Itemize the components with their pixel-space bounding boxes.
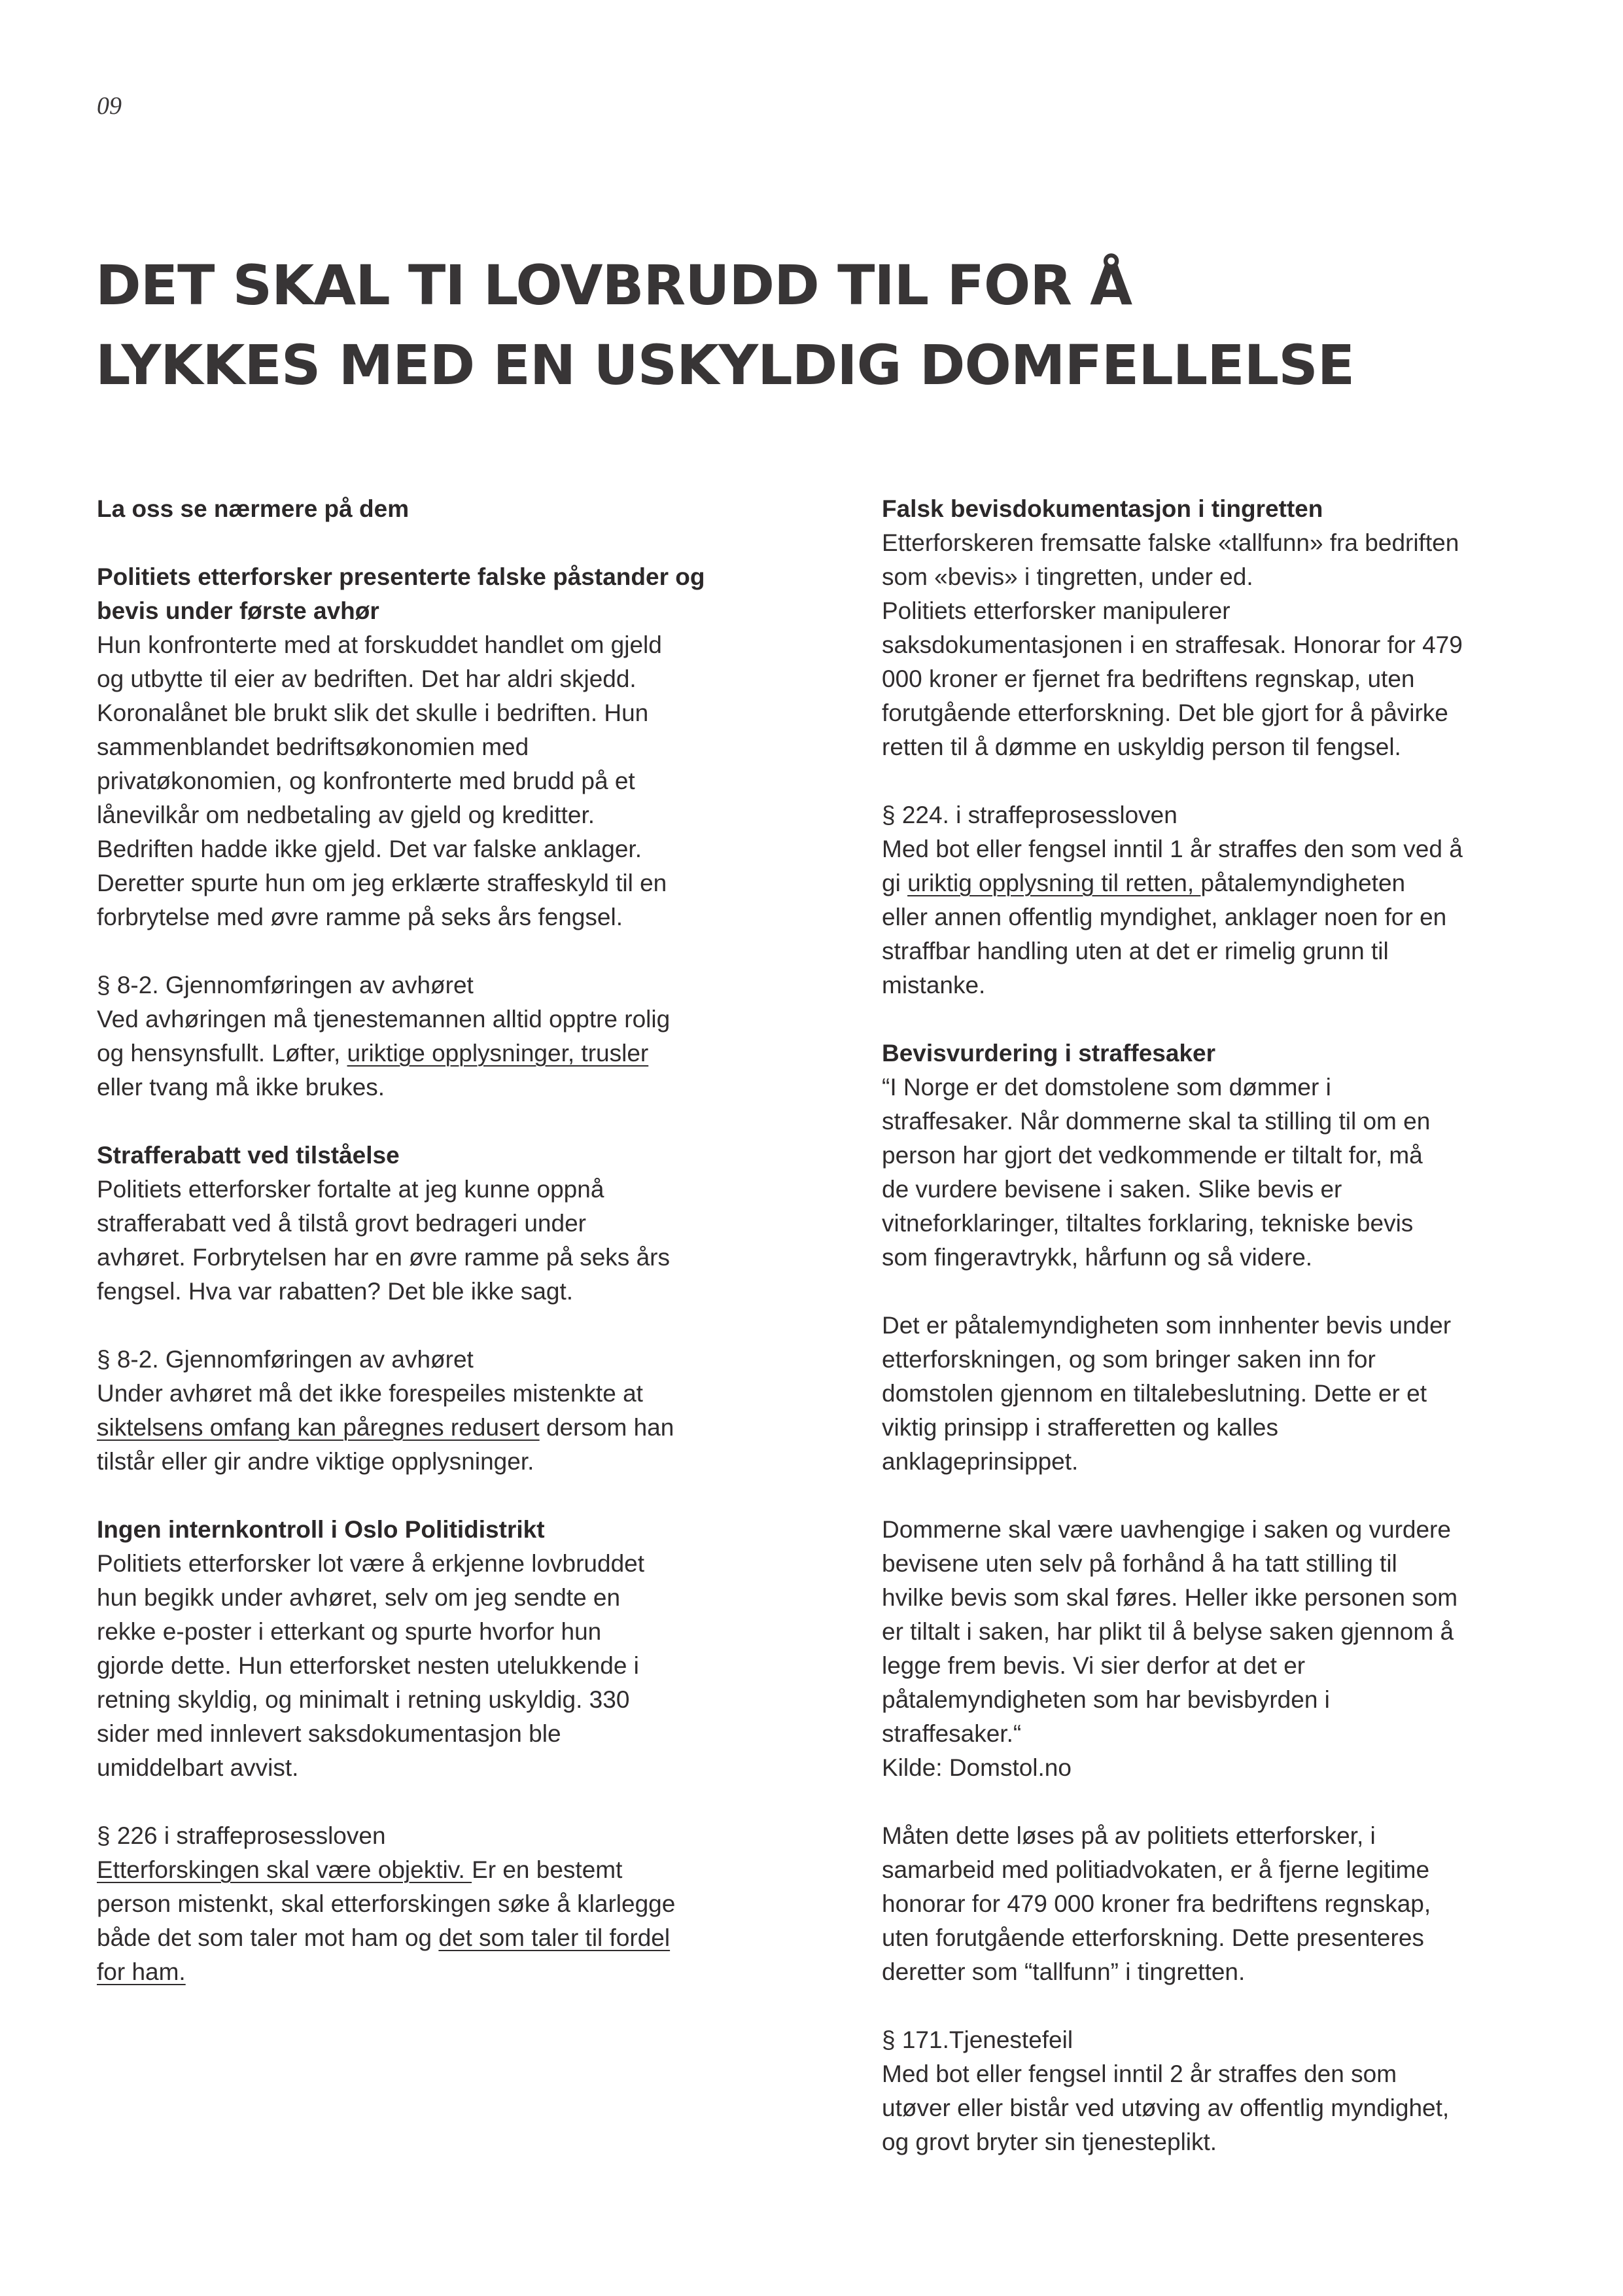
title-line-2: LYKKES MED EN USKYLDIG DOMFELLELSE bbox=[96, 333, 1355, 397]
body-line: Bedriften hadde ikke gjeld. Det var falske anklager. bbox=[97, 836, 642, 862]
body-line: Koronalånet ble brukt slik det skulle i bedriften. Hun bbox=[97, 699, 649, 726]
law-reference: § 8-2. Gjennomføringen av avhøret bbox=[97, 972, 474, 998]
body-line: Etterforskeren fremsatte falske «tallfunn» fra bedriften bbox=[882, 529, 1459, 556]
underlined-text: for ham. bbox=[97, 1958, 186, 1985]
source-citation: Kilde: Domstol.no bbox=[882, 1754, 1072, 1781]
body-line: straffbar handling uten at det er rimelig grunn til bbox=[882, 938, 1389, 964]
body-line: tilstår eller gir andre viktige opplysninger. bbox=[97, 1448, 534, 1475]
body-line: utøver eller bistår ved utøving av offentlig myndighet, bbox=[882, 2094, 1450, 2121]
body-line: saksdokumentasjonen i en straffesak. Honorar for 479 bbox=[882, 631, 1463, 658]
body-line: Med bot eller fengsel inntil 2 år straffes den som bbox=[882, 2060, 1397, 2087]
body-line: Med bot eller fengsel inntil 1 år straffes den som ved å bbox=[882, 836, 1463, 862]
body-line: fengsel. Hva var rabatten? Det ble ikke sagt. bbox=[97, 1278, 574, 1305]
text-run: både det som taler mot ham og bbox=[97, 1924, 439, 1951]
body-line: sider med innlevert saksdokumentasjon ble bbox=[97, 1720, 561, 1747]
text-run: påtalemyndigheten bbox=[1200, 870, 1406, 896]
body-line: avhøret. Forbrytelsen har en øvre ramme på seks års bbox=[97, 1244, 670, 1271]
body-line: etterforskningen, og som bringer saken inn for bbox=[882, 1346, 1376, 1373]
body-line: straffesaker.“ bbox=[882, 1720, 1022, 1747]
body-line bbox=[97, 1921, 790, 1955]
body-line: og grovt bryter sin tjenesteplikt. bbox=[882, 2128, 1217, 2155]
body-line: Dommerne skal være uavhengige i saken og vurdere bbox=[882, 1516, 1451, 1543]
body-line: Ved avhøringen må tjenestemannen alltid opptre rolig bbox=[97, 1006, 671, 1033]
text-run: dersom han bbox=[539, 1414, 674, 1441]
underlined-text: det som taler til fordel bbox=[438, 1924, 671, 1951]
body-line bbox=[882, 866, 1536, 900]
page-title bbox=[96, 245, 1535, 405]
body-line bbox=[97, 1036, 790, 1070]
body-line: privatøkonomien, og konfronterte med brudd på et bbox=[97, 768, 635, 794]
section-internal-control bbox=[97, 1513, 790, 1785]
body-line: retning skyldig, og minimalt i retning uskyldig. 330 bbox=[97, 1686, 630, 1713]
body-line bbox=[97, 1955, 790, 1989]
text-run: Er en bestemt bbox=[472, 1856, 623, 1883]
body-line: forbrytelse med øvre ramme på seks års fengsel. bbox=[97, 904, 623, 930]
body-line: Politiets etterforsker manipulerer bbox=[882, 597, 1230, 624]
title-line-1: DET SKAL TI LOVBRUDD TIL FOR Å bbox=[96, 253, 1132, 317]
page-number: 09 bbox=[97, 92, 122, 120]
body-line: legge frem bevis. Vi sier derfor at det er bbox=[882, 1652, 1306, 1679]
body-line: Måten dette løses på av politiets etterforsker, i bbox=[882, 1822, 1376, 1849]
body-line: 000 kroner er fjernet fra bedriftens regnskap, uten bbox=[882, 665, 1415, 692]
left-column bbox=[97, 492, 790, 2023]
body-line: bevisene uten selv på forhånd å ha tatt stilling til bbox=[882, 1550, 1397, 1577]
body-line: person har gjort det vedkommende er tiltalt for, må bbox=[882, 1142, 1423, 1169]
section-law-171 bbox=[882, 2023, 1536, 2159]
paragraph-judges bbox=[882, 1513, 1536, 1785]
body-line: Det er påtalemyndigheten som innhenter bevis under bbox=[882, 1312, 1452, 1339]
paragraph-prosecution bbox=[882, 1309, 1536, 1479]
section-law-8-2-a bbox=[97, 968, 790, 1104]
law-reference: § 226 i straffeprosessloven bbox=[97, 1822, 386, 1849]
section-law-8-2-b bbox=[97, 1343, 790, 1479]
body-line: strafferabatt ved å tilstå grovt bedrageri under bbox=[97, 1210, 586, 1237]
underlined-text: siktelsens omfang kan påregnes redusert bbox=[97, 1414, 540, 1441]
body-line: straffesaker. Når dommerne skal ta stilling til om en bbox=[882, 1108, 1431, 1135]
body-line: eller tvang må ikke brukes. bbox=[97, 1074, 385, 1101]
intro-section bbox=[97, 492, 790, 526]
section-heading: Bevisvurdering i straffesaker bbox=[882, 1040, 1216, 1067]
law-reference: § 8-2. Gjennomføringen av avhøret bbox=[97, 1346, 474, 1373]
body-line: “I Norge er det domstolene som dømmer i bbox=[882, 1074, 1331, 1101]
body-line: som «bevis» i tingretten, under ed. bbox=[882, 563, 1253, 590]
section-heading: Strafferabatt ved tilståelse bbox=[97, 1142, 400, 1169]
law-reference: § 224. i straffeprosessloven bbox=[882, 802, 1178, 828]
underlined-text: uriktige opplysninger, trusler bbox=[347, 1040, 649, 1067]
intro-heading: La oss se nærmere på dem bbox=[97, 495, 410, 522]
section-heading: Falsk bevisdokumentasjon i tingretten bbox=[882, 495, 1323, 522]
body-line bbox=[97, 1411, 790, 1445]
body-line: mistanke. bbox=[882, 972, 986, 998]
body-line: lånevilkår om nedbetaling av gjeld og kreditter. bbox=[97, 802, 595, 828]
body-line: eller annen offentlig myndighet, anklager noen for en bbox=[882, 904, 1447, 930]
body-line: som fingeravtrykk, hårfunn og så videre. bbox=[882, 1244, 1313, 1271]
body-line: honorar for 479 000 kroner fra bedriftens regnskap, bbox=[882, 1890, 1431, 1917]
body-line: samarbeid med politiadvokaten, er å fjerne legitime bbox=[882, 1856, 1430, 1883]
section-law-224 bbox=[882, 798, 1536, 1002]
body-line: Under avhøret må det ikke forespeiles mistenkte at bbox=[97, 1380, 643, 1407]
body-line: hun begikk under avhøret, selv om jeg sendte en bbox=[97, 1584, 621, 1611]
body-line: umiddelbart avvist. bbox=[97, 1754, 299, 1781]
underlined-text: Etterforskingen skal være objektiv. bbox=[97, 1856, 472, 1883]
body-line: sammenblandet bedriftsøkonomien med bbox=[97, 733, 529, 760]
section-heading: Ingen internkontroll i Oslo Politidistrikt bbox=[97, 1516, 545, 1543]
body-line: påtalemyndigheten som har bevisbyrden i bbox=[882, 1686, 1330, 1713]
body-line: person mistenkt, skal etterforskingen søke å klarlegge bbox=[97, 1890, 676, 1917]
body-line: retten til å dømme en uskyldig person til fengsel. bbox=[882, 733, 1401, 760]
section-heading: Politiets etterforsker presenterte falske påstander og bbox=[97, 563, 705, 590]
body-line: uten forutgående etterforskning. Dette presenteres bbox=[882, 1924, 1424, 1951]
section-evidence-assessment bbox=[882, 1036, 1536, 1275]
body-line: viktig prinsipp i strafferetten og kalles bbox=[882, 1414, 1279, 1441]
section-sentence-discount bbox=[97, 1139, 790, 1309]
section-false-claims bbox=[97, 560, 790, 934]
body-line: Deretter spurte hun om jeg erklærte straffeskyld til en bbox=[97, 870, 667, 896]
section-false-evidence bbox=[882, 492, 1536, 764]
body-line: hvilke bevis som skal føres. Heller ikke personen som bbox=[882, 1584, 1458, 1611]
body-line: anklageprinsippet. bbox=[882, 1448, 1079, 1475]
body-line: er tiltalt i saken, har plikt til å belyse saken gjennom å bbox=[882, 1618, 1454, 1645]
body-line: gjorde dette. Hun etterforsket nesten utelukkende i bbox=[97, 1652, 639, 1679]
text-run: gi bbox=[882, 870, 908, 896]
right-column bbox=[882, 492, 1536, 2193]
body-line: rekke e-poster i etterkant og spurte hvorfor hun bbox=[97, 1618, 602, 1645]
body-line bbox=[97, 1853, 790, 1887]
body-line: forutgående etterforskning. Det ble gjort for å påvirke bbox=[882, 699, 1448, 726]
body-line: Hun konfronterte med at forskuddet handlet om gjeld bbox=[97, 631, 662, 658]
body-line: domstolen gjennom en tiltalebeslutning. Dette er et bbox=[882, 1380, 1427, 1407]
law-reference: § 171.Tjenestefeil bbox=[882, 2026, 1073, 2053]
body-line: de vurdere bevisene i saken. Slike bevis er bbox=[882, 1176, 1342, 1203]
body-line: vitneforklaringer, tiltaltes forklaring, tekniske bevis bbox=[882, 1210, 1414, 1237]
body-line: Politiets etterforsker fortalte at jeg kunne oppnå bbox=[97, 1176, 604, 1203]
body-line: deretter som “tallfunn” i tingretten. bbox=[882, 1958, 1246, 1985]
underlined-text: uriktig opplysning til retten, bbox=[907, 870, 1201, 896]
paragraph-method bbox=[882, 1819, 1536, 1989]
section-law-226 bbox=[97, 1819, 790, 1989]
body-line: Politiets etterforsker lot være å erkjenne lovbruddet bbox=[97, 1550, 645, 1577]
body-line: og utbytte til eier av bedriften. Det har aldri skjedd. bbox=[97, 665, 637, 692]
text-run: og hensynsfullt. Løfter, bbox=[97, 1040, 347, 1067]
section-heading: bevis under første avhør bbox=[97, 597, 379, 624]
